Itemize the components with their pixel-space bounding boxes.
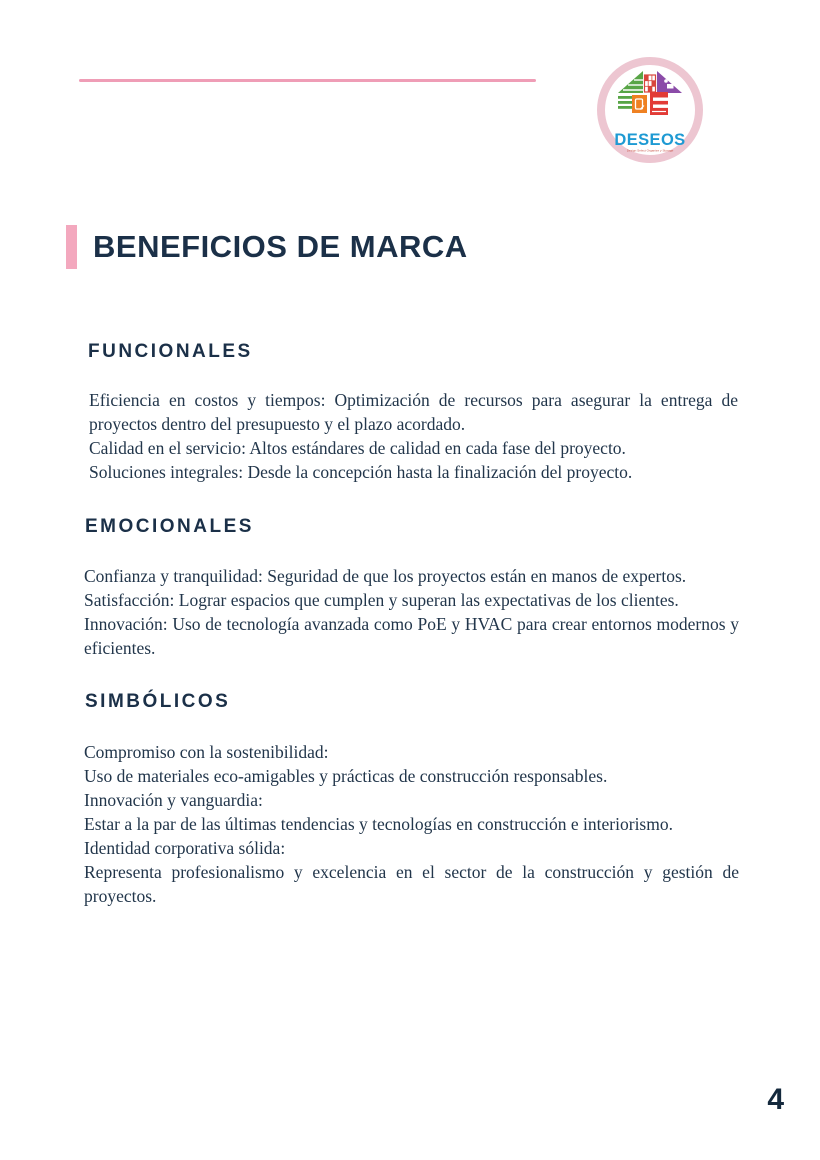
paragraph: Confianza y tranquilidad: Seguridad de que los proyectos están en manos de expertos. [84, 566, 687, 586]
deseos-logo [596, 56, 704, 164]
section-heading-simbolicos: SIMBÓLICOS [85, 691, 231, 712]
paragraph: Estar a la par de las últimas tendencias y tecnologías en construcción e interiorismo. [84, 814, 673, 834]
paragraph: Eficiencia en costos y tiempos: Optimización de recursos para asegurar la entrega de proyectos dentro del presupuesto y el plazo acordado. [89, 390, 738, 434]
paragraph: Innovación y vanguardia: [84, 790, 263, 810]
paragraph: Representa profesionalismo y excelencia en el sector de la construcción y gestión de proyectos. [84, 862, 739, 906]
paragraph: Satisfacción: Lograr espacios que cumplen y superan las expectativas de los clientes. [84, 590, 679, 610]
page-title: BENEFICIOS DE MARCA [93, 229, 468, 264]
page-number: 4 [767, 1083, 784, 1116]
top-divider-rule [79, 79, 536, 82]
section-body-funcionales [89, 388, 738, 484]
section-body-simbolicos [84, 740, 739, 908]
paragraph: Calidad en el servicio: Altos estándares de calidad en cada fase del proyecto. [89, 438, 626, 458]
logo-wordmark: DESEOS [614, 131, 686, 149]
paragraph: Identidad corporativa sólida: [84, 838, 286, 858]
logo-tagline: Design Select Organize y Storage [626, 148, 674, 153]
paragraph: Uso de materiales eco-amigables y prácticas de construcción responsables. [84, 766, 608, 786]
title-accent-bar [66, 225, 77, 269]
paragraph: Innovación: Uso de tecnología avanzada como PoE y HVAC para crear entornos modernos y eficientes. [84, 614, 739, 658]
section-heading-funcionales: FUNCIONALES [88, 341, 253, 362]
section-heading-emocionales: EMOCIONALES [85, 516, 254, 537]
paragraph: Soluciones integrales: Desde la concepción hasta la finalización del proyecto. [89, 462, 633, 482]
paragraph: Compromiso con la sostenibilidad: [84, 742, 329, 762]
section-body-emocionales [84, 564, 739, 660]
